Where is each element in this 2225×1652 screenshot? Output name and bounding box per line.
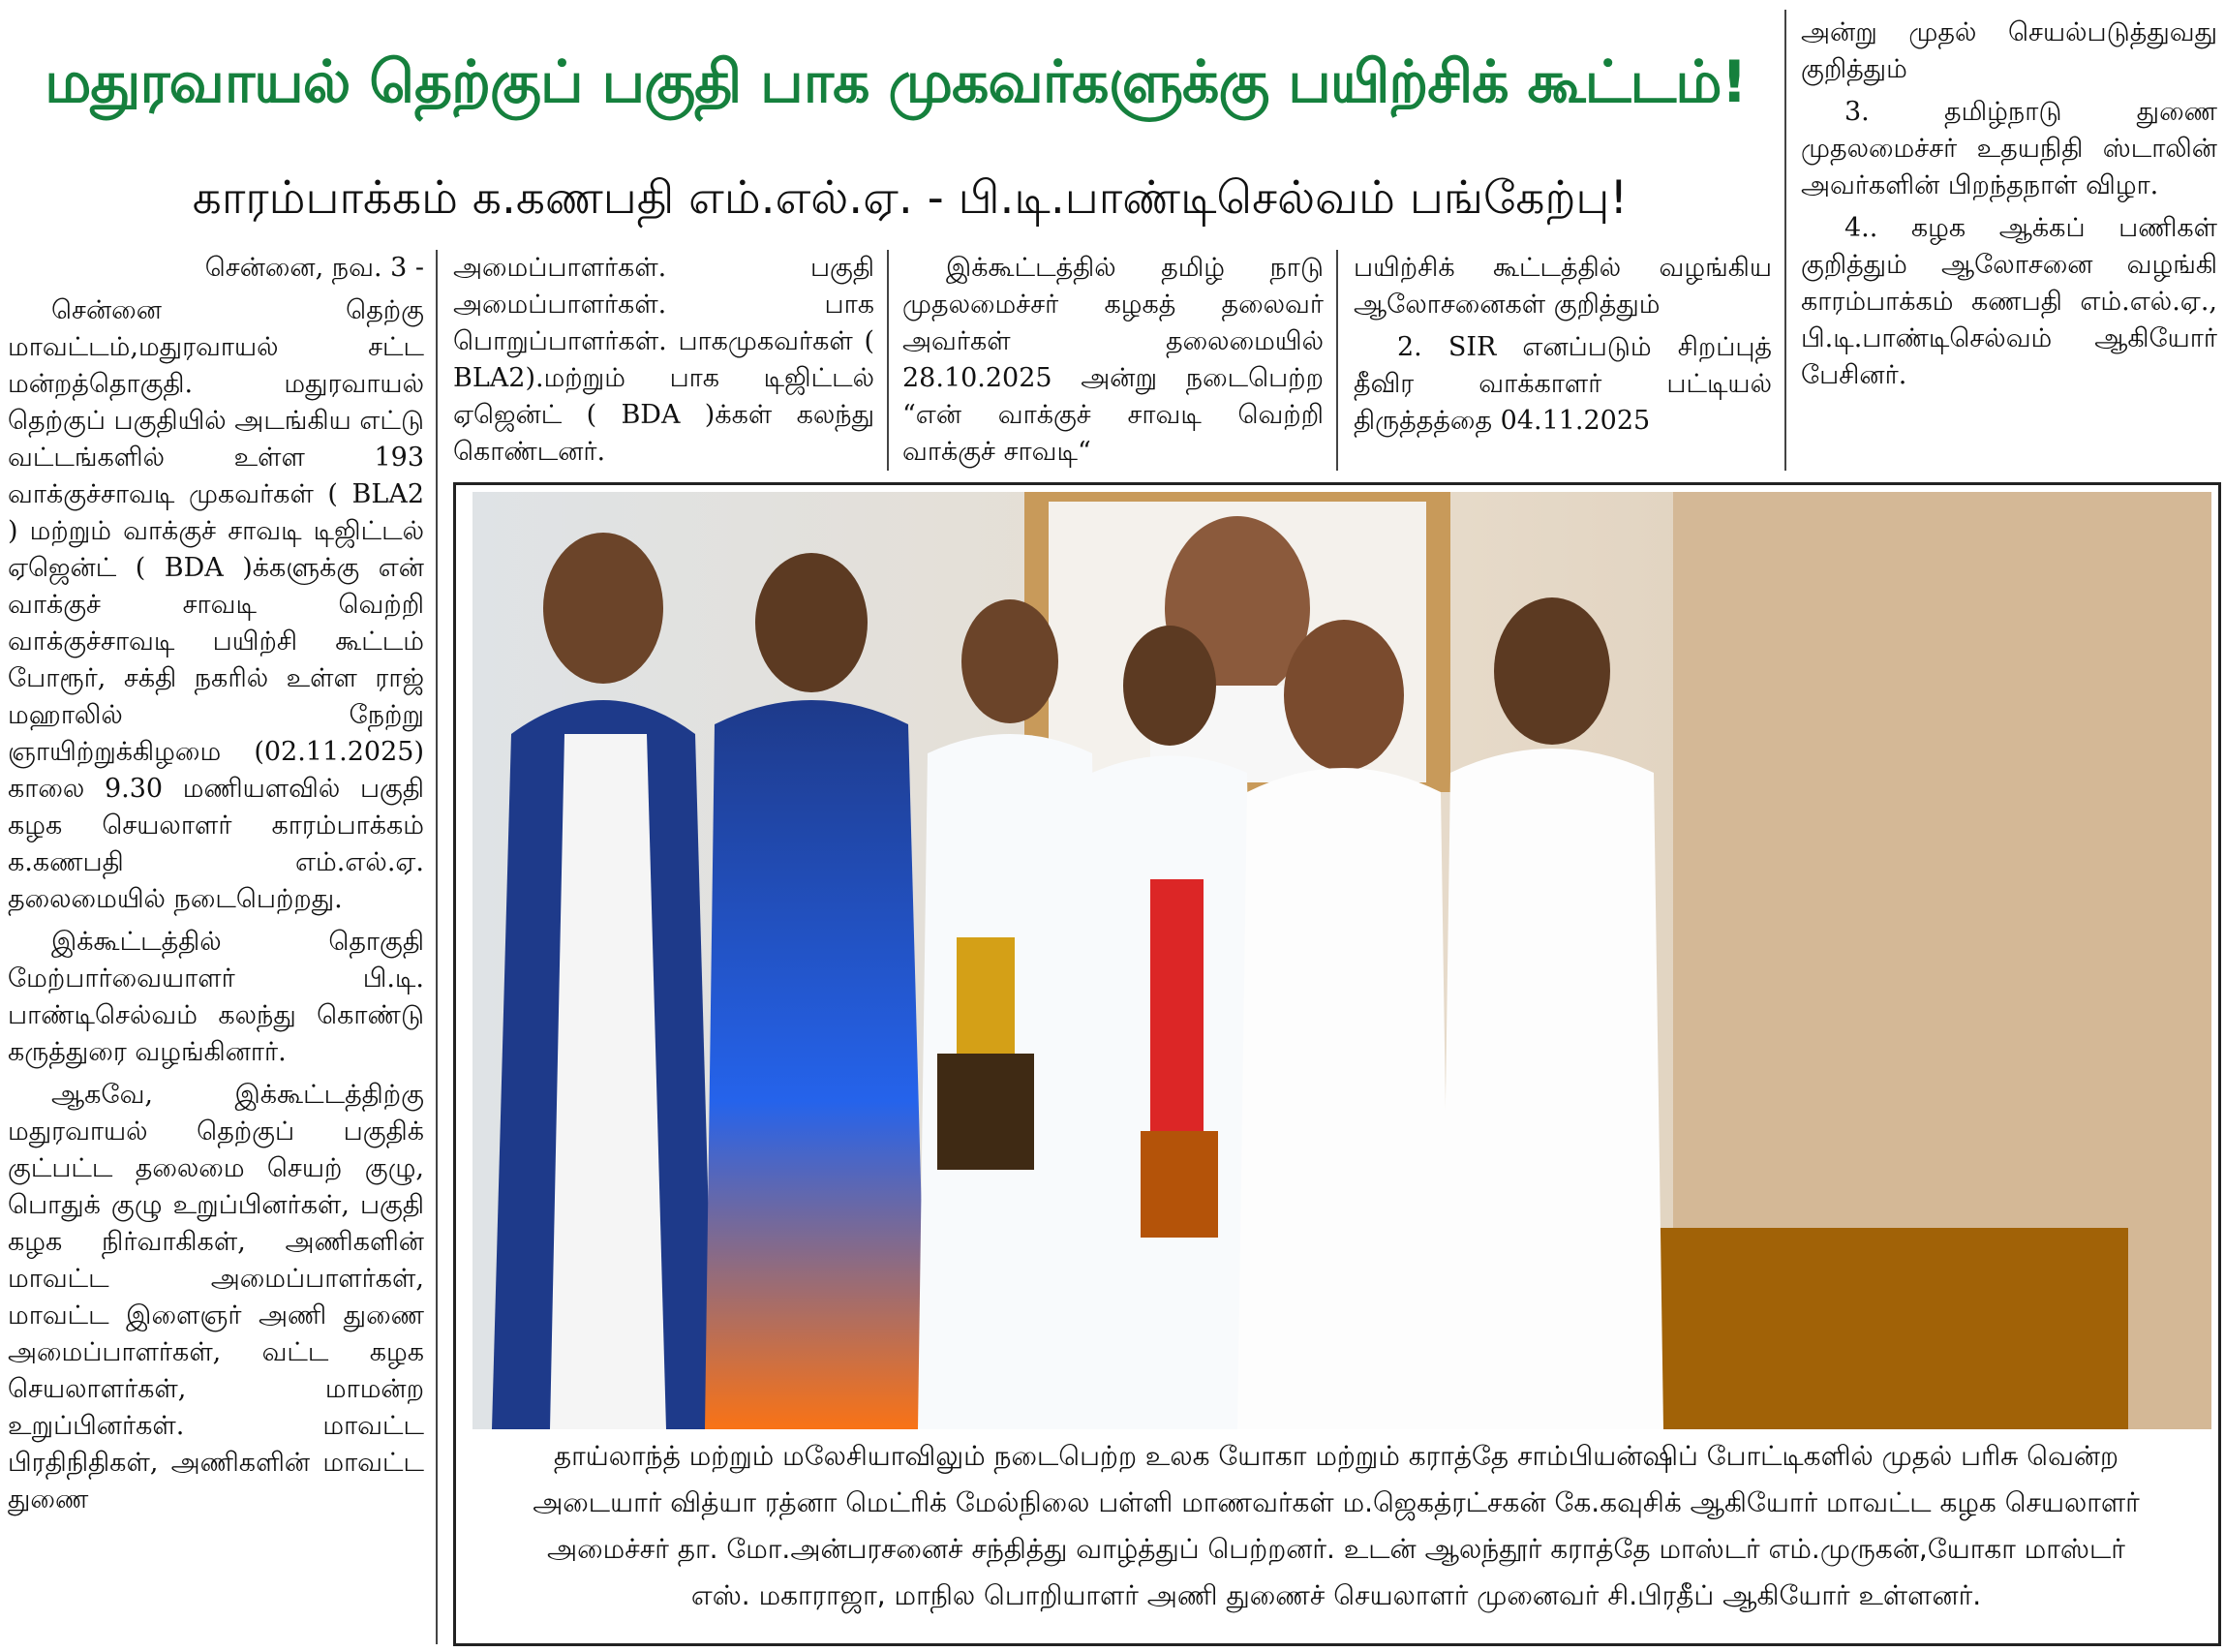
column-rule [436, 250, 438, 1644]
paragraph: அமைப்பாளர்கள். பகுதி அமைப்பாளர்கள். பாக பொறுப்பாளர்கள். பாகமுகவர்கள் ( BLA2).மற்றும் பாக டிஜிட்டல் ஏஜென்ட் ( BDA )க்கள் கலந்து கொண்டனர். [453, 253, 874, 467]
subheadline: காரம்பாக்கம் க.கணபதி எம்.எல்.ஏ. - பி.டி.பாண்டிசெல்வம் பங்கேற்பு! [192, 171, 1629, 225]
article-column-1 [8, 250, 424, 1650]
photo-caption [465, 1433, 2208, 1637]
article-column-4 [1354, 250, 1772, 473]
paragraph: 2. SIR எனப்படும் சிறப்புத் தீவிர வாக்காளர் பட்டியல் திருத்தத்தை 04.11.2025 [1354, 332, 1772, 436]
paragraph: சென்னை தெற்கு மாவட்டம்,மதுரவாயல் சட்ட மன்றத்தொகுதி. மதுரவாயல் தெற்குப் பகுதியில் அடங்கிய எட்டு வட்டங்களில் உள்ள 193 வாக்குச்சாவடி முகவர்கள் ( BLA2 ) மற்றும் வாக்குச் சாவடி டிஜிட்டல் ஏஜென்ட் ( BDA )க்களுக்கு என் வாக்குச் சாவடி வெற்றி வாக்குச்சாவடி பயிற்சி கூட்டம் போரூர், சக்தி நகரில் உள்ள ராஜ் மஹாலில் நேற்று ஞாயிற்றுக்கிழமை (02.11.2025) காலை 9.30 மணியளவில் பகுதி கழக செயலாளர் காரம்பாக்கம் க.கணபதி எம்.எல்.ஏ. தலைமையில் நடைபெற்றது. [8, 295, 424, 914]
dateline: சென்னை, நவ. 3 - [204, 253, 424, 283]
caption-line: எஸ். மகாராஜா, மாநில பொறியாளர் அணி துணைச் செயலாளர் முனைவர் சி.பிரதீப் ஆகியோர் உள்ளனர். [690, 1579, 1982, 1611]
headline: மதுரவாயல் தெற்குப் பகுதி பாக முகவர்களுக்கு பயிற்சிக் கூட்டம்! [45, 48, 1747, 116]
paragraph: இக்கூட்டத்தில் தமிழ் நாடு முதலமைச்சர் கழகத் தலைவர் அவர்கள் தலைமையில் 28.10.2025 அன்று நடைபெற்ற “என் வாக்குச் சாவடி வெற்றி வாக்குச் சாவடி“ [902, 253, 1324, 467]
paragraph: 3. தமிழ்நாடு துணை முதலமைச்சர் உதயநிதி ஸ்டாலின் அவர்களின் பிறந்தநாள் விழா. [1801, 97, 2217, 200]
paragraph: அன்று முதல் செயல்படுத்துவது குறித்தும் [1801, 17, 2217, 84]
group-photo-illustration [472, 492, 2211, 1429]
caption-line: அடையார் வித்யா ரத்னா மெட்ரிக் மேல்நிலை பள்ளி மாணவர்கள் ம.ஜெகத்ரட்சகன் கே.கவுசிக் ஆகியோர் மாவட்ட கழக செயலாளர் [533, 1486, 2140, 1518]
news-photo [472, 492, 2211, 1429]
paragraph: 4.. கழக ஆக்கப் பணிகள் குறித்தும் ஆலோசனை வழங்கி காரம்பாக்கம் கணபதி எம்.எல்.ஏ., பி.டி.பாண்டிசெல்வம் ஆகியோர் பேசினர். [1801, 213, 2217, 390]
paragraph: ஆகவே, இக்கூட்டத்திற்கு மதுரவாயல் தெற்குப் பகுதிக் குட்பட்ட தலைமை செயற் குழு, பொதுக் குழு உறுப்பினர்கள், பகுதி கழக நிர்வாகிகள், அணிகளின் மாவட்ட அமைப்பாளர்கள், மாவட்ட இளைஞர் அணி துணை அமைப்பாளர்கள், வட்ட கழக செயலாளர்கள், மாமன்ற உறுப்பினர்கள். மாவட்ட பிரதிநிதிகள், அணிகளின் மாவட்ட துணை [8, 1080, 424, 1514]
article-column-5 [1801, 15, 2217, 470]
caption-line: அமைச்சர் தா. மோ.அன்பரசனைச் சந்தித்து வாழ்த்துப் பெற்றனர். உடன் ஆலந்தூர் கராத்தே மாஸ்டர் எம்.முருகன்,யோகா மாஸ்டர் [547, 1533, 2125, 1565]
article-column-2 [453, 250, 874, 473]
paragraph: பயிற்சிக் கூட்டத்தில் வழங்கிய ஆலோசனைகள் குறித்தும் [1354, 253, 1772, 320]
column-rule [1336, 250, 1338, 471]
article-column-3 [902, 250, 1324, 473]
column-rule [1784, 10, 1786, 471]
column-rule [887, 250, 889, 471]
caption-line: தாய்லாந்த் மற்றும் மலேசியாவிலும் நடைபெற்ற உலக யோகா மற்றும் கராத்தே சாம்பியன்ஷிப் போட்டிகளில் முதல் பரிசு வென்ற [553, 1440, 2119, 1472]
paragraph: இக்கூட்டத்தில் தொகுதி மேற்பார்வையாளர் பி.டி. பாண்டிசெல்வம் கலந்து கொண்டு கருத்துரை வழங்கினார். [8, 927, 424, 1067]
